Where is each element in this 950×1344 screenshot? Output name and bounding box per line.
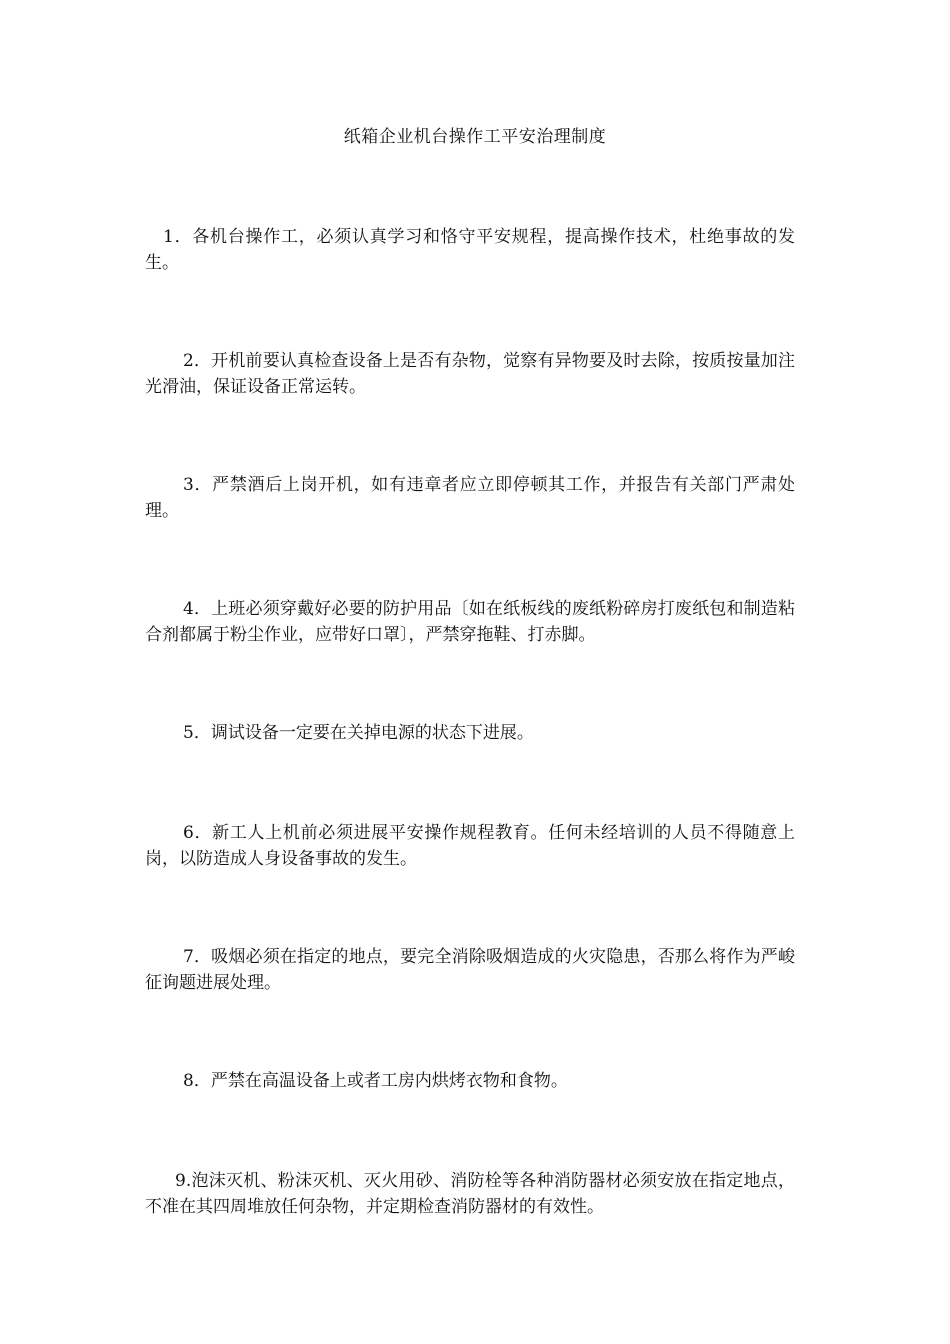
document-title: 纸箱企业机台操作工平安治理制度 bbox=[343, 127, 607, 147]
paragraph-5: 5．调试设备一定要在关掉电源的状态下进展。 bbox=[183, 723, 534, 743]
paragraph-2: 2．开机前要认真检查设备上是否有杂物，觉察有异物要及时去除，按质按量加注光滑油，保证设备正常运转。 bbox=[145, 351, 795, 397]
paragraph-9: 9.泡沫灭机、粉沫灭机、灭火用砂、消防栓等各种消防器材必须安放在指定地点，不准在其四周堆放任何杂物，并定期检查消防器材的有效性。 bbox=[145, 1171, 795, 1217]
paragraph-4: 4．上班必须穿戴好必要的防护用品〔如在纸板线的废纸粉碎房打废纸包和制造粘合剂都属于粉尘作业，应带好口罩〕，严禁穿拖鞋、打赤脚。 bbox=[145, 599, 795, 645]
paragraph-1: 1．各机台操作工，必须认真学习和恪守平安规程，提高操作技术，杜绝事故的发生。 bbox=[145, 227, 795, 273]
paragraph-6: 6．新工人上机前必须进展平安操作规程教育。任何未经培训的人员不得随意上岗，以防造成人身设备事故的发生。 bbox=[145, 823, 795, 869]
paragraph-8: 8．严禁在高温设备上或者工房内烘烤衣物和食物。 bbox=[183, 1071, 568, 1091]
paragraph-3: 3．严禁酒后上岗开机，如有违章者应立即停顿其工作，并报告有关部门严肃处理。 bbox=[145, 475, 795, 521]
paragraph-7: 7．吸烟必须在指定的地点，要完全消除吸烟造成的火灾隐患，否那么将作为严峻征询题进展处理。 bbox=[145, 947, 795, 993]
